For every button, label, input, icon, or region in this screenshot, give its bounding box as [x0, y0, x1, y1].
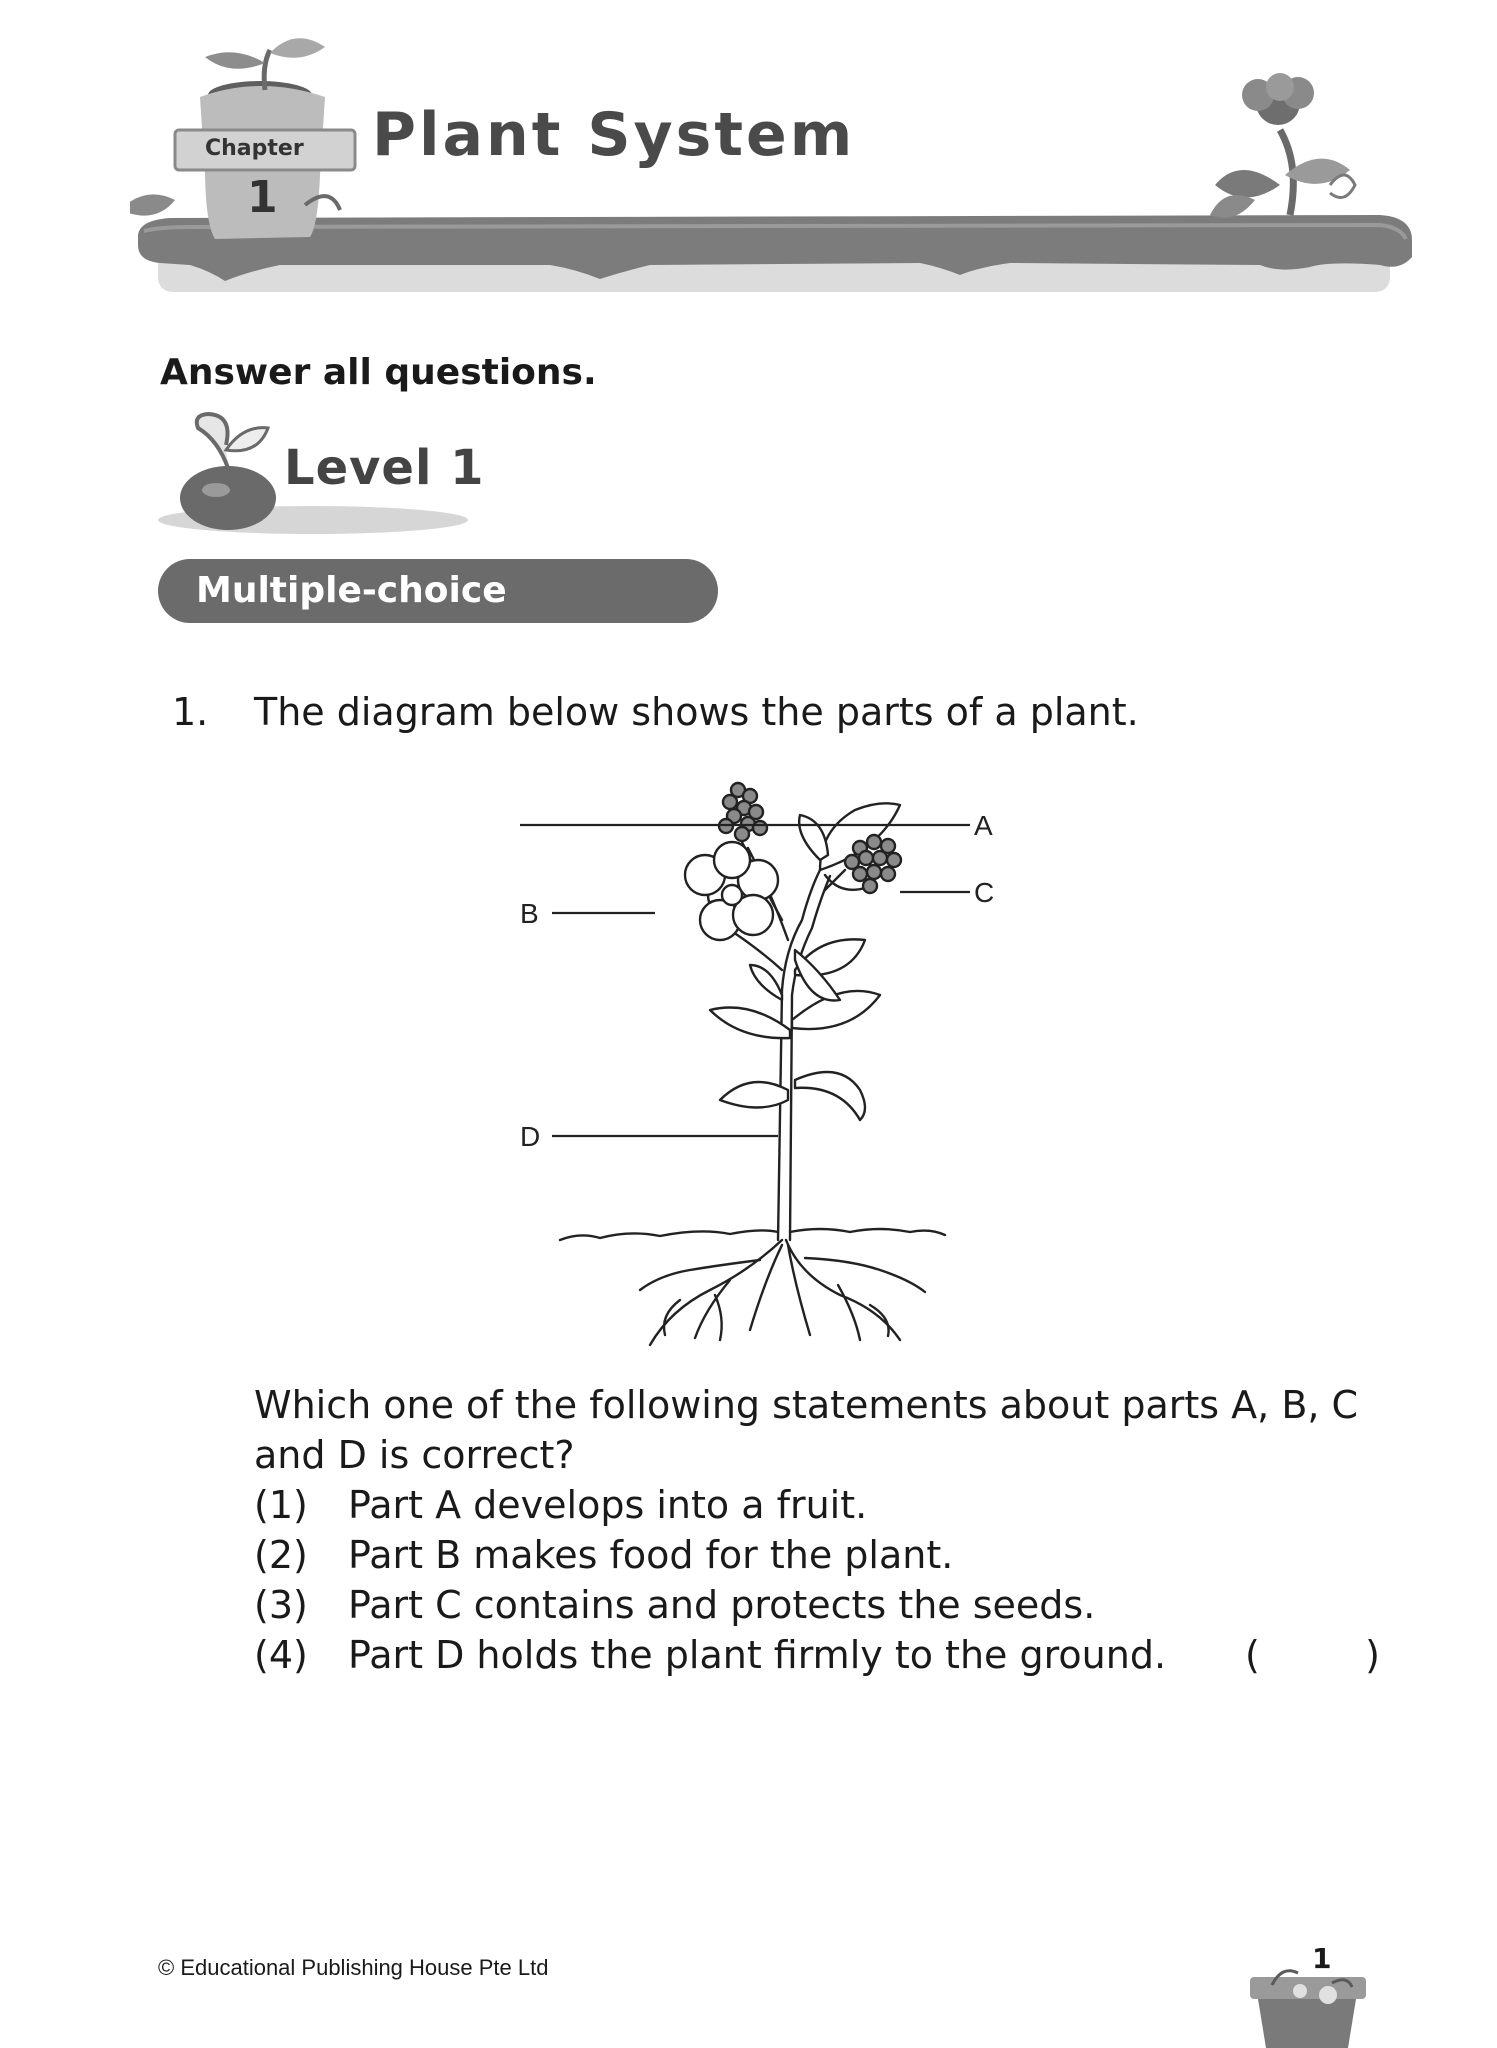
bracket-open: (: [1245, 1633, 1260, 1677]
option-number: (2): [254, 1533, 308, 1577]
option-text: Part B makes food for the plant.: [348, 1533, 954, 1577]
option-number: (1): [254, 1483, 308, 1527]
label-d: D: [520, 1121, 541, 1152]
chapter-label: Chapter: [205, 136, 304, 161]
label-b: B: [520, 898, 539, 929]
page-title: Plant System: [372, 100, 856, 170]
level-title: Level 1: [284, 440, 485, 496]
label-a: A: [974, 810, 993, 841]
instructions-text: Answer all questions.: [160, 352, 597, 393]
footer-pot-icon: [1232, 1955, 1382, 2048]
question-prompt: Which one of the following statements about parts A, B, C and D is correct?: [254, 1383, 1359, 1477]
option-number: (4): [254, 1633, 308, 1677]
option-text: Part A develops into a fruit.: [348, 1483, 868, 1527]
option-text: Part D holds the plant firmly to the ground.: [348, 1633, 1167, 1677]
bracket-close: ): [1365, 1633, 1380, 1677]
option-number: (3): [254, 1583, 308, 1627]
footer-copyright: © Educational Publishing House Pte Ltd: [158, 1955, 549, 1980]
chapter-banner: [130, 35, 1420, 310]
seed-sprout-icon: [180, 414, 276, 530]
answer-bracket[interactable]: [1245, 1630, 1380, 1680]
plant-diagram: [520, 770, 1040, 1350]
page-number: 1: [1312, 1942, 1332, 1975]
chapter-number: 1: [247, 172, 278, 223]
label-c: C: [974, 877, 995, 908]
option-text: Part C contains and protects the seeds.: [348, 1583, 1096, 1627]
question-stem: The diagram below shows the parts of a plant.: [254, 690, 1139, 734]
flower-decoration-icon: [1210, 73, 1355, 218]
question-number: 1.: [172, 690, 209, 734]
section-heading: Multiple-choice Questions: [158, 559, 718, 623]
